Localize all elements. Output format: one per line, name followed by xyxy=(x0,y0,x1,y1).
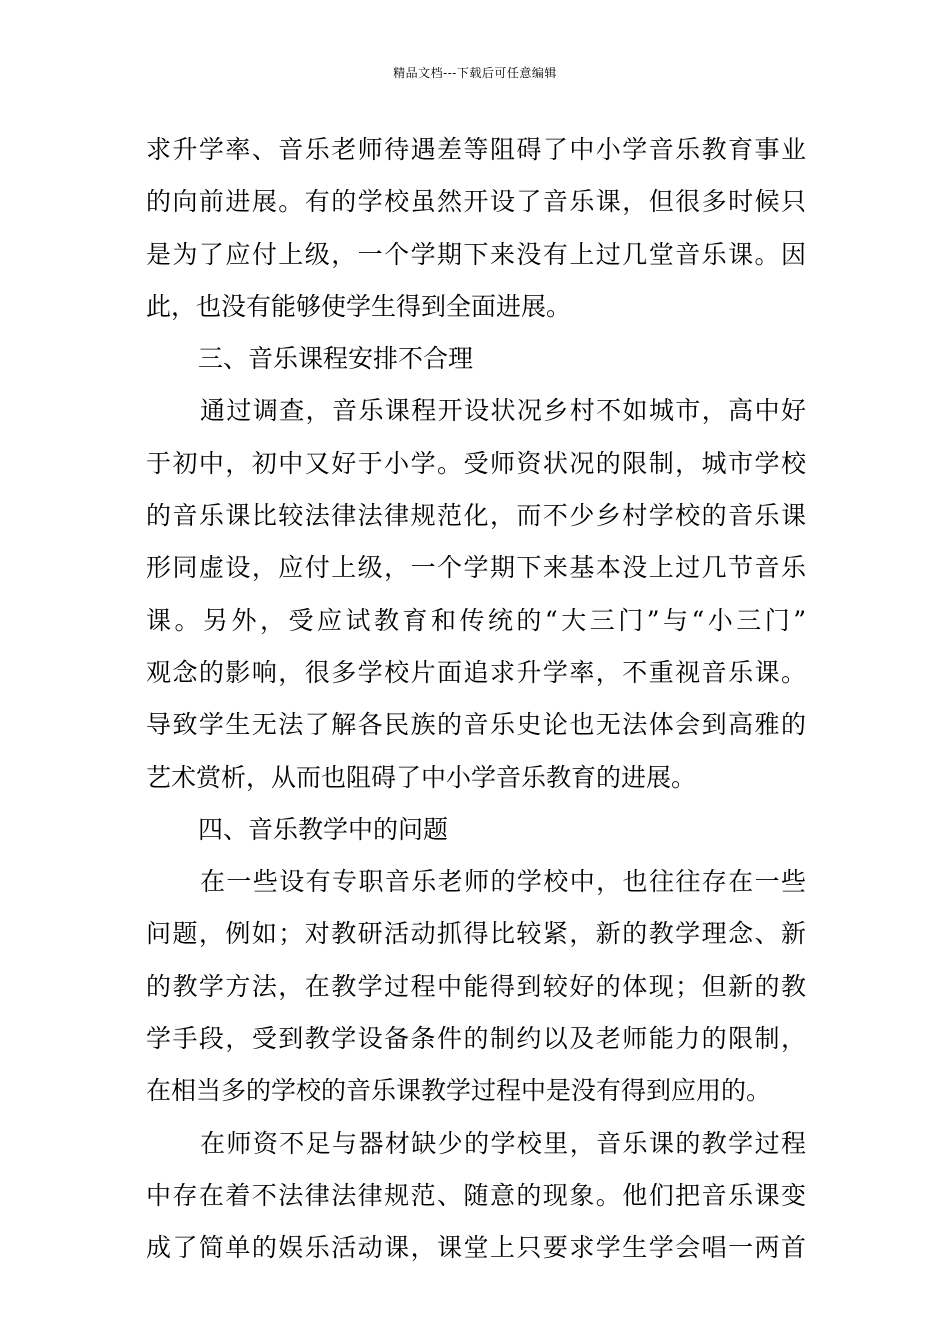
text-line: 此，也没有能够使学生得到全面进展。 xyxy=(146,291,572,321)
text-line: 在相当多的学校的音乐课教学过程中是没有得到应用的。 xyxy=(146,1076,772,1106)
text-line: 成了简单的娱乐活动课，课堂上只要求学生学会唱一两首 xyxy=(146,1233,806,1263)
section-heading: 四、音乐教学中的问题 xyxy=(198,814,449,844)
text-line: 求升学率、音乐老师待遇差等阻碍了中小学音乐教育事业 xyxy=(146,135,806,164)
text-line: 观念的影响，很多学校片面追求升学率，不重视音乐课。 xyxy=(146,657,806,687)
text-line: 于初中，初中又好于小学。受师资状况的限制，城市学校 xyxy=(146,448,806,478)
text-line: 的向前进展。有的学校虽然开设了音乐课，但很多时候只 xyxy=(146,187,806,217)
text-line: 通过调查，音乐课程开设状况乡村不如城市，高中好 xyxy=(200,396,806,426)
text-line: 导致学生无法了解各民族的音乐史论也无法体会到高雅的 xyxy=(146,710,806,740)
text-line: 的教学方法，在教学过程中能得到较好的体现；但新的教 xyxy=(146,971,806,1001)
document-body xyxy=(146,124,806,1275)
text-line: 的音乐课比较法律法律规范化，而不少乡村学校的音乐课 xyxy=(146,501,806,531)
text-line: 中存在着不法律法律规范、随意的现象。他们把音乐课变 xyxy=(146,1180,806,1210)
text-line: 是为了应付上级，一个学期下来没有上过几堂音乐课。因 xyxy=(146,239,806,269)
text-line: 在师资不足与器材缺少的学校里，音乐课的教学过程 xyxy=(200,1128,806,1158)
section-heading: 三、音乐课程安排不合理 xyxy=(198,344,474,374)
text-line: 艺术赏析，从而也阻碍了中小学音乐教育的进展。 xyxy=(146,762,697,792)
page-header: 精品文档---下载后可任意编辑 xyxy=(393,66,557,80)
text-line: 学手段，受到教学设备条件的制约以及老师能力的限制， xyxy=(146,1024,806,1054)
text-line: 问题，例如；对教研活动抓得比较紧，新的教学理念、新 xyxy=(146,919,806,949)
text-line: 形同虚设，应付上级，一个学期下来基本没上过几节音乐 xyxy=(146,553,806,583)
text-line: 在一些设有专职音乐老师的学校中，也往往存在一些 xyxy=(200,867,806,897)
text-line: 课。另外，受应试教育和传统的“大三门”与“小三门” xyxy=(146,605,806,635)
